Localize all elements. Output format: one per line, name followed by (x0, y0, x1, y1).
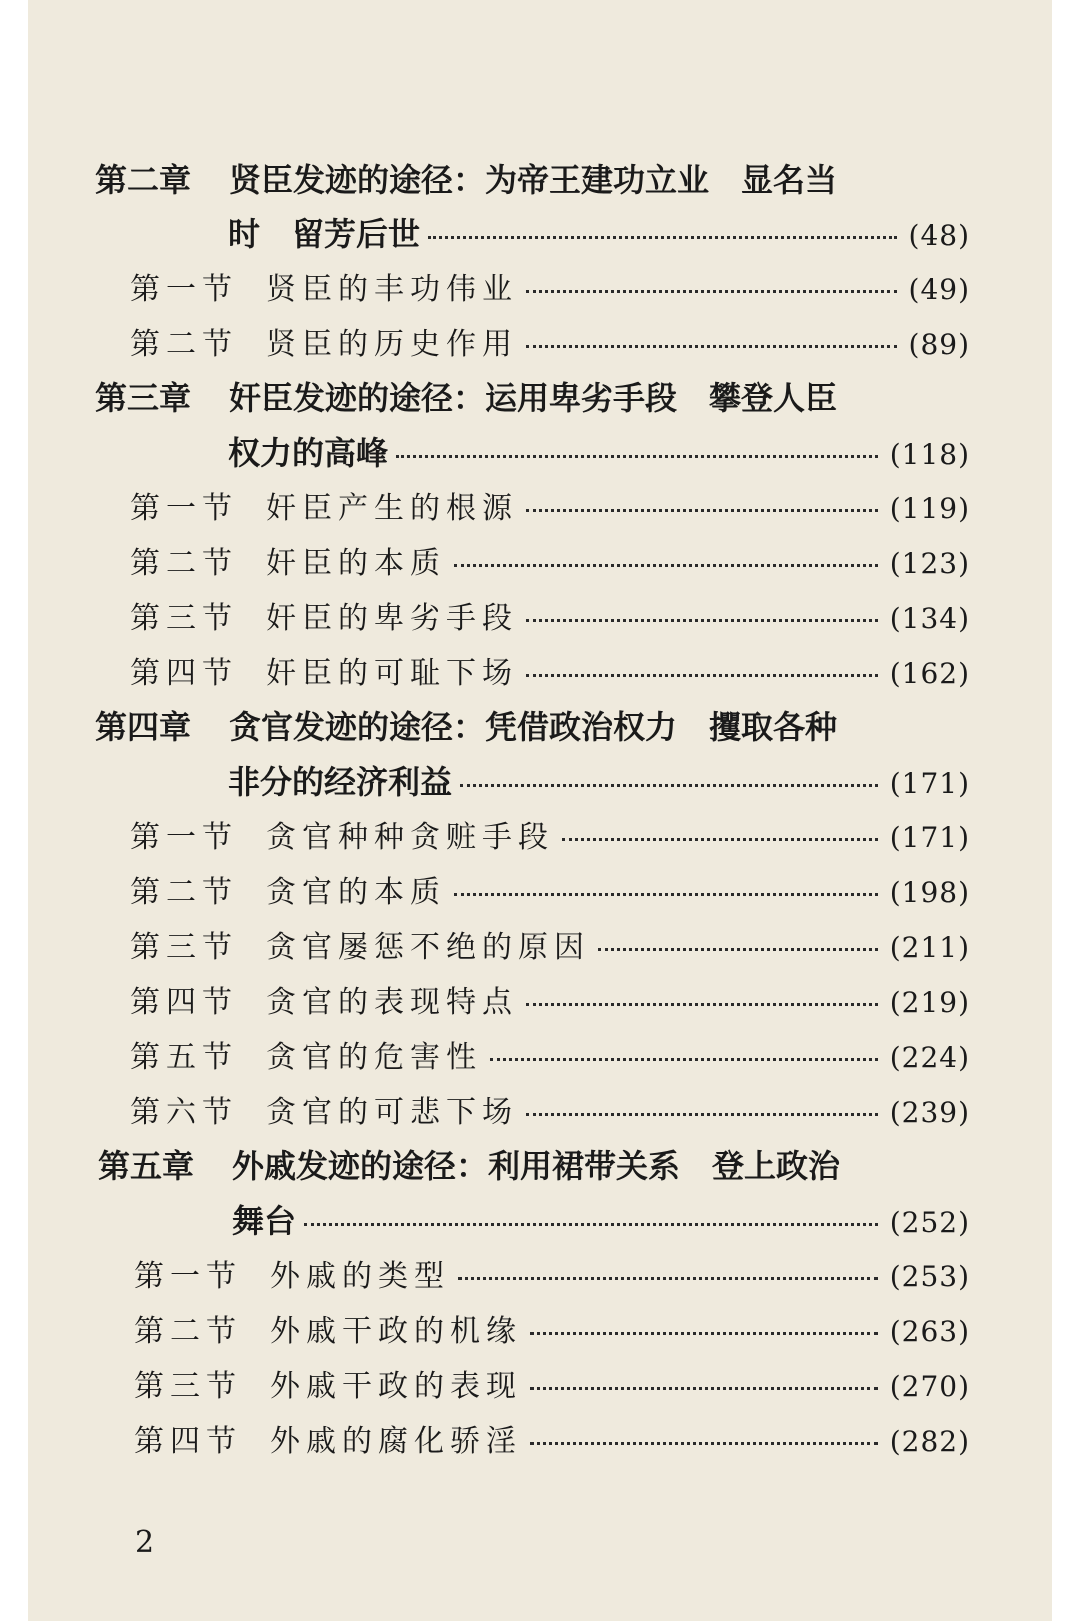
section-title: 奸臣产生的根源 (266, 491, 518, 526)
toc-section-entry (134, 1361, 970, 1405)
section-label: 第三节 (130, 930, 238, 965)
chapter-3-title-line2: 权力的高峰 (228, 434, 389, 472)
section-page: (171) (889, 821, 970, 854)
toc-section-entry (130, 867, 970, 911)
chapter-2-page: (48) (908, 219, 970, 252)
chapter-3-entry (228, 428, 970, 474)
section-label: 第三节 (134, 1369, 242, 1404)
section-title: 贪官的可悲下场 (266, 1095, 518, 1130)
section-page: (282) (889, 1425, 970, 1458)
toc-section-entry (130, 483, 970, 527)
chapter-4-heading (95, 702, 837, 748)
section-page: (134) (889, 602, 970, 635)
dot-leader (530, 1332, 878, 1335)
chapter-5-title-line1: 外戚发迹的途径：利用裙带关系 登上政治 (232, 1147, 841, 1185)
section-page: (211) (889, 931, 970, 964)
toc-section-entry (130, 264, 970, 308)
dot-leader (396, 455, 878, 458)
chapter-2-label: 第二章 (95, 161, 192, 199)
section-title: 奸臣的本质 (266, 546, 446, 581)
chapter-4-entry (228, 757, 970, 803)
section-title: 贪官屡惩不绝的原因 (266, 930, 590, 965)
dot-leader (526, 674, 878, 677)
chapter-2-title-line1: 贤臣发迹的途径：为帝王建功立业 显名当 (229, 161, 838, 199)
section-page: (89) (908, 328, 970, 361)
toc-section-entry (130, 812, 970, 856)
dot-leader (454, 893, 878, 896)
dot-leader (526, 619, 878, 622)
dot-leader (526, 1003, 878, 1006)
chapter-2-title-line2: 时 留芳后世 (228, 215, 421, 253)
section-label: 第一节 (130, 272, 238, 307)
toc-section-entry (134, 1306, 970, 1350)
dot-leader (562, 838, 878, 841)
section-label: 第一节 (130, 491, 238, 526)
chapter-5-title-line2: 舞台 (232, 1202, 297, 1240)
section-title: 贤臣的丰功伟业 (266, 272, 518, 307)
book-page (28, 0, 1052, 1621)
dot-leader (428, 236, 897, 239)
dot-leader (490, 1058, 878, 1061)
section-title: 贪官的危害性 (266, 1040, 482, 1075)
dot-leader (526, 509, 878, 512)
toc-section-entry (130, 319, 970, 363)
section-label: 第二节 (130, 546, 238, 581)
dot-leader (454, 564, 878, 567)
chapter-5-label: 第五章 (98, 1147, 195, 1185)
chapter-5-heading (98, 1141, 840, 1187)
toc-section-entry (134, 1251, 970, 1295)
dot-leader (530, 1387, 878, 1390)
dot-leader (530, 1442, 878, 1445)
section-title: 奸臣的卑劣手段 (266, 601, 518, 636)
section-title: 外戚干政的表现 (270, 1369, 522, 1404)
chapter-3-page: (118) (889, 438, 970, 471)
section-label: 第五节 (130, 1040, 238, 1075)
section-page: (119) (889, 492, 970, 525)
section-title: 外戚的类型 (270, 1259, 450, 1294)
section-label: 第一节 (130, 820, 238, 855)
dot-leader (458, 1277, 878, 1280)
section-page: (239) (889, 1096, 970, 1129)
toc-section-entry (130, 922, 970, 966)
toc-section-entry (130, 648, 970, 692)
chapter-5-page: (252) (889, 1206, 970, 1239)
chapter-3-title-line1: 奸臣发迹的途径：运用卑劣手段 攀登人臣 (229, 379, 838, 417)
section-label: 第四节 (130, 985, 238, 1020)
section-page: (224) (889, 1041, 970, 1074)
section-page: (263) (889, 1315, 970, 1348)
section-title: 贪官种种贪赃手段 (266, 820, 554, 855)
dot-leader (598, 948, 878, 951)
section-title: 外戚的腐化骄淫 (270, 1424, 522, 1459)
section-label: 第二节 (134, 1314, 242, 1349)
toc-section-entry (130, 977, 970, 1021)
section-label: 第四节 (134, 1424, 242, 1459)
chapter-4-title-line1: 贪官发迹的途径：凭借政治权力 攫取各种 (229, 708, 838, 746)
section-title: 贤臣的历史作用 (266, 327, 518, 362)
dot-leader (526, 1113, 878, 1116)
toc-section-entry (134, 1416, 970, 1460)
section-label: 第三节 (130, 601, 238, 636)
chapter-4-title-line2: 非分的经济利益 (228, 763, 453, 801)
section-page: (123) (889, 547, 970, 580)
toc-section-entry (130, 1087, 970, 1131)
toc-section-entry (130, 593, 970, 637)
section-page: (219) (889, 986, 970, 1019)
chapter-4-label: 第四章 (95, 708, 192, 746)
toc-section-entry (130, 538, 970, 582)
chapter-3-label: 第三章 (95, 379, 192, 417)
page-number: 2 (135, 1525, 155, 1560)
chapter-2-heading (95, 155, 837, 201)
section-label: 第六节 (130, 1095, 238, 1130)
dot-leader (460, 784, 878, 787)
section-page: (162) (889, 657, 970, 690)
section-page: (198) (889, 876, 970, 909)
section-label: 第二节 (130, 327, 238, 362)
table-of-contents (28, 0, 1052, 1621)
section-title: 贪官的表现特点 (266, 985, 518, 1020)
section-page: (270) (889, 1370, 970, 1403)
dot-leader (526, 290, 897, 293)
section-label: 第一节 (134, 1259, 242, 1294)
section-page: (253) (889, 1260, 970, 1293)
section-title: 外戚干政的机缘 (270, 1314, 522, 1349)
section-label: 第四节 (130, 656, 238, 691)
chapter-5-entry (232, 1196, 970, 1242)
section-title: 贪官的本质 (266, 875, 446, 910)
toc-section-entry (130, 1032, 970, 1076)
section-label: 第二节 (130, 875, 238, 910)
section-title: 奸臣的可耻下场 (266, 656, 518, 691)
dot-leader (304, 1223, 878, 1226)
chapter-3-heading (95, 373, 837, 419)
chapter-2-entry (228, 209, 970, 255)
section-page: (49) (908, 273, 970, 306)
dot-leader (526, 345, 897, 348)
chapter-4-page: (171) (889, 767, 970, 800)
